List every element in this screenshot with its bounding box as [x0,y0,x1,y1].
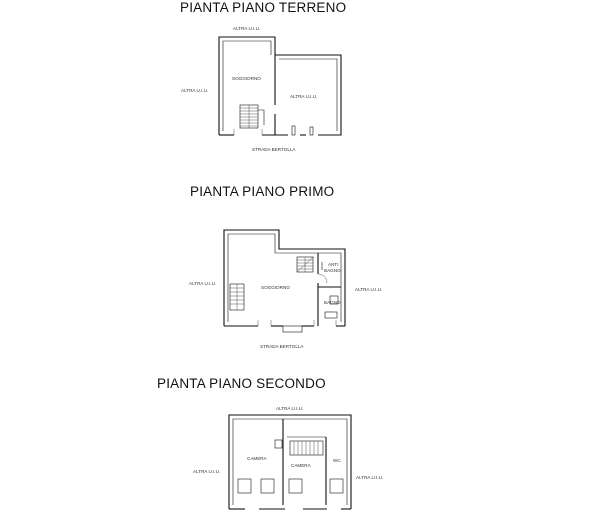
second-label-north-unit: ALTRA U.I.U. [276,406,304,411]
second-label-camera-2: CAMERA [291,463,311,468]
first-label-east-unit: ALTRA U.I.U. [355,287,383,292]
first-stair-upper [297,257,313,272]
first-floor-plan [224,230,345,332]
ground-label-west-unit: ALTRA U.I.U. [181,88,209,93]
second-label-west-unit: ALTRA U.I.U. [193,469,221,474]
second-floor-title: PIANTA PIANO SECONDO [157,376,326,391]
first-stair-left [230,284,244,310]
second-label-camera-1: CAMERA [247,456,267,461]
ground-floor-title: PIANTA PIANO TERRENO [180,0,347,15]
first-label-west-unit: ALTRA U.I.U. [189,281,217,286]
first-floor-title: PIANTA PIANO PRIMO [190,184,335,199]
first-outer-walls [224,230,345,326]
first-label-antibagno-2: BAGNO [324,268,341,273]
ground-left-walls [219,37,275,135]
ground-label-other-unit: ALTRA U.I.U. [290,94,318,99]
ground-label-street: STRADA BERTOLLA [252,147,296,152]
ground-label-soggiorno: SOGGIORNO [232,76,261,81]
first-label-bagno: BAGNO [324,300,341,305]
ground-stair [240,105,264,128]
second-stair [290,441,323,455]
second-label-east-unit: ALTRA U.I.U. [356,475,384,480]
second-label-wc: WC [333,458,341,463]
first-label-street: STRADA BERTOLLA [260,344,304,349]
ground-label-north-unit: ALTRA U.I.U. [233,26,261,31]
first-label-soggiorno: SOGGIORNO [261,285,290,290]
ground-floor-plan [219,37,341,135]
first-label-antibagno-1: ANTI [328,262,339,267]
